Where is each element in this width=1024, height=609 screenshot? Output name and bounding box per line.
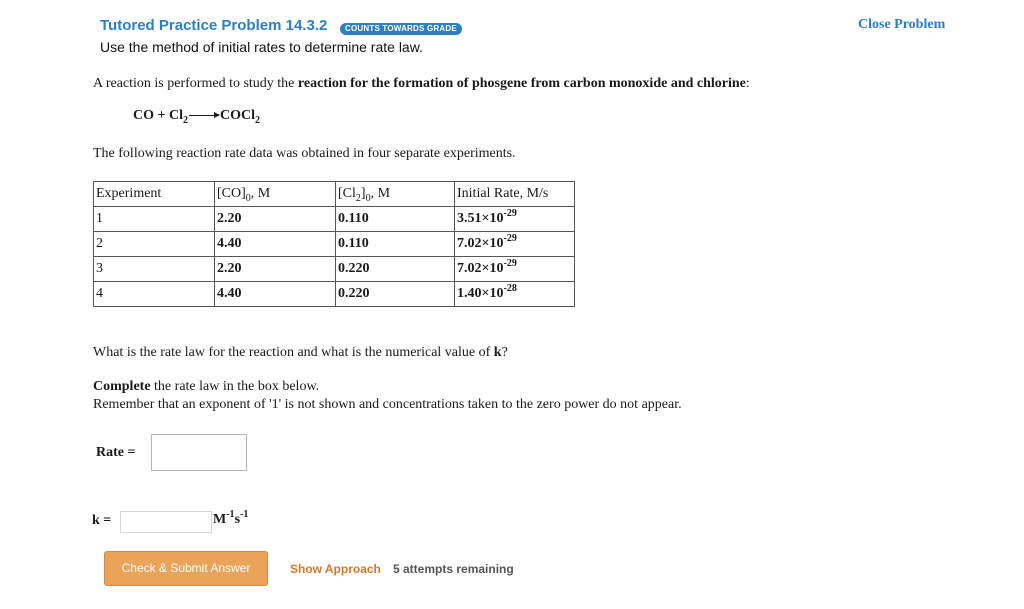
header-co bbox=[215, 182, 336, 207]
header-cl2-sub: 2 bbox=[355, 193, 361, 204]
cell-rate bbox=[455, 257, 575, 282]
k-unit-m-exp: -1 bbox=[226, 509, 235, 520]
cell-experiment: 2 bbox=[94, 232, 215, 257]
complete-bold: Complete bbox=[93, 379, 151, 394]
question-prefix: What is the rate law for the reaction and what is the numerical value of bbox=[93, 345, 494, 360]
intro-suffix: : bbox=[745, 76, 750, 91]
question-text bbox=[93, 345, 508, 361]
intro-bold: reaction for the formation of phosgene from carbon monoxide and chlorine bbox=[297, 76, 746, 91]
cell-co: 4.40 bbox=[215, 282, 336, 307]
cell-cl2: 0.110 bbox=[336, 232, 455, 257]
k-unit bbox=[213, 509, 249, 528]
cell-rate bbox=[455, 232, 575, 257]
product-cocl2: COCl bbox=[219, 108, 255, 123]
intro-prefix: A reaction is performed to study the bbox=[93, 76, 298, 91]
cell-experiment: 4 bbox=[94, 282, 215, 307]
k-unit-m: M bbox=[213, 512, 227, 527]
rate-law-input-box[interactable] bbox=[151, 434, 247, 471]
reaction-arrow-icon bbox=[189, 115, 219, 116]
remember-instruction: Remember that an exponent of '1' is not shown and concentrations taken to the zero power do not appear. bbox=[93, 397, 682, 412]
rate-base: 1.40×10 bbox=[457, 286, 504, 301]
problem-subtitle: Use the method of initial rates to determine rate law. bbox=[100, 39, 423, 55]
rate-data-table bbox=[93, 181, 575, 307]
close-problem-link[interactable]: Close Problem bbox=[858, 17, 946, 32]
k-unit-s-exp: -1 bbox=[240, 509, 249, 520]
rate-exponent: -29 bbox=[503, 258, 517, 269]
header-co-label: [CO] bbox=[217, 186, 246, 201]
reaction-equation bbox=[133, 108, 260, 124]
rate-base: 7.02×10 bbox=[457, 261, 504, 276]
equation-plus: + bbox=[154, 108, 169, 123]
rate-exponent: -29 bbox=[503, 233, 517, 244]
k-unit-s: s bbox=[234, 512, 241, 527]
question-k: k bbox=[493, 345, 502, 360]
cell-cl2: 0.220 bbox=[336, 257, 455, 282]
header-cl2-open: [Cl bbox=[338, 186, 356, 201]
cell-experiment: 3 bbox=[94, 257, 215, 282]
cell-co: 4.40 bbox=[215, 232, 336, 257]
header-cl2-close: ] bbox=[360, 186, 366, 201]
reactant-co: CO bbox=[133, 108, 154, 123]
rate-exponent: -28 bbox=[503, 283, 517, 294]
cell-cl2: 0.110 bbox=[336, 207, 455, 232]
check-submit-button[interactable]: Check & Submit Answer bbox=[104, 551, 268, 586]
cell-cl2: 0.220 bbox=[336, 282, 455, 307]
cell-experiment: 1 bbox=[94, 207, 215, 232]
product-subscript: 2 bbox=[254, 115, 260, 126]
reactant-cl2: Cl bbox=[168, 108, 183, 123]
cell-co: 2.20 bbox=[215, 257, 336, 282]
header-cl2-unit: , M bbox=[370, 186, 391, 201]
header-rate: Initial Rate, M/s bbox=[455, 182, 575, 207]
cell-rate bbox=[455, 207, 575, 232]
k-label: k = bbox=[92, 513, 112, 528]
header-co-sub: 0 bbox=[245, 193, 251, 204]
table-row bbox=[94, 257, 575, 282]
complete-rest: the rate law in the box below. bbox=[150, 379, 320, 394]
data-intro-text: The following reaction rate data was obtained in four separate experiments. bbox=[93, 146, 516, 161]
reaction-intro bbox=[93, 76, 750, 92]
show-approach-link[interactable]: Show Approach bbox=[290, 562, 381, 576]
problem-title: Tutored Practice Problem 14.3.2 bbox=[100, 17, 328, 34]
rate-exponent: -29 bbox=[503, 208, 517, 219]
complete-instruction bbox=[93, 379, 319, 395]
header-cl2-sub0: 0 bbox=[365, 193, 371, 204]
table-row bbox=[94, 207, 575, 232]
rate-label: Rate = bbox=[96, 445, 136, 460]
cell-rate bbox=[455, 282, 575, 307]
cell-co: 2.20 bbox=[215, 207, 336, 232]
question-suffix: ? bbox=[501, 345, 508, 360]
rate-base: 7.02×10 bbox=[457, 236, 504, 251]
counts-toward-grade-badge: COUNTS TOWARDS GRADE bbox=[340, 23, 462, 35]
reactant-cl2-subscript: 2 bbox=[182, 115, 188, 126]
table-row bbox=[94, 282, 575, 307]
header-experiment: Experiment bbox=[94, 182, 215, 207]
attempts-remaining: 5 attempts remaining bbox=[393, 562, 514, 576]
table-row bbox=[94, 232, 575, 257]
rate-base: 3.51×10 bbox=[457, 211, 504, 226]
k-value-input[interactable] bbox=[120, 511, 212, 533]
header-co-unit: , M bbox=[250, 186, 271, 201]
header-cl2 bbox=[336, 182, 455, 207]
table-header-row bbox=[94, 182, 575, 207]
